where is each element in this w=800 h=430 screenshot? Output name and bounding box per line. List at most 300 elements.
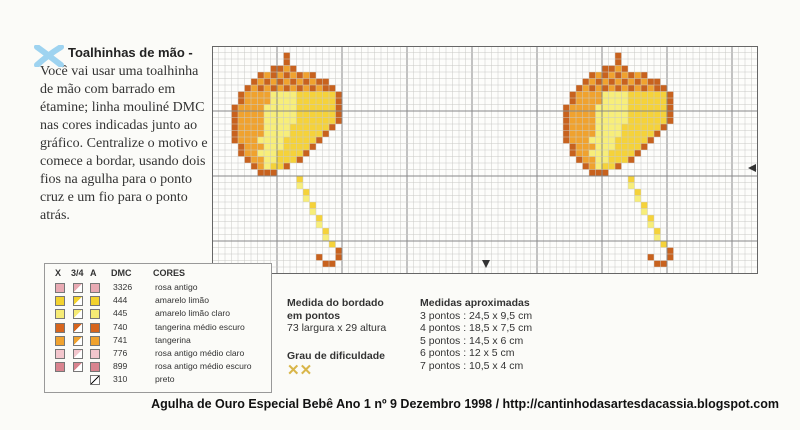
umbrella-right-handle bbox=[654, 235, 661, 242]
legend-dmc-code: 3326 bbox=[113, 282, 133, 292]
legend-swatch bbox=[73, 349, 83, 359]
umbrella-right-cell bbox=[615, 118, 622, 125]
umbrella-left-cell bbox=[277, 124, 284, 131]
umbrella-right-cell bbox=[602, 79, 609, 86]
umbrella-left-cell bbox=[290, 150, 297, 157]
umbrella-right-cell bbox=[602, 170, 609, 177]
umbrella-right-cell bbox=[576, 111, 583, 118]
legend-swatch bbox=[90, 309, 100, 319]
umbrella-left-cell bbox=[323, 92, 330, 99]
umbrella-left-handle bbox=[310, 202, 317, 209]
umbrella-left-cell bbox=[310, 124, 317, 131]
umbrella-left-cell bbox=[277, 150, 284, 157]
umbrella-left-handle bbox=[303, 189, 310, 196]
umbrella-right-cell bbox=[596, 105, 603, 112]
umbrella-right-cell bbox=[602, 131, 609, 138]
umbrella-left-cell bbox=[251, 111, 258, 118]
umbrella-left-cell bbox=[284, 157, 291, 164]
umbrella-left-cell bbox=[297, 72, 304, 79]
umbrella-left-cell bbox=[264, 105, 271, 112]
umbrella-right-cell bbox=[589, 144, 596, 151]
umbrella-left-cell bbox=[264, 79, 271, 86]
umbrella-right-cell bbox=[635, 105, 642, 112]
approx-size-item: 4 pontos : 18,5 x 7,5 cm bbox=[420, 322, 533, 334]
legend-swatch bbox=[90, 336, 100, 346]
umbrella-right-cell bbox=[635, 72, 642, 79]
legend-swatch bbox=[73, 336, 83, 346]
umbrella-left-cell bbox=[258, 124, 265, 131]
embroidery-size bbox=[287, 297, 386, 335]
umbrella-left-cell bbox=[303, 79, 310, 86]
legend-dmc-code: 741 bbox=[113, 334, 128, 345]
umbrella-left-handle bbox=[316, 215, 323, 222]
umbrella-right-cell bbox=[583, 92, 590, 99]
umbrella-right-cell bbox=[609, 124, 616, 131]
umbrella-right-cell bbox=[589, 150, 596, 157]
legend-swatch bbox=[73, 283, 83, 293]
umbrella-right-cell bbox=[596, 79, 603, 86]
umbrella-left-cell bbox=[303, 150, 310, 157]
umbrella-right-cell bbox=[596, 137, 603, 144]
umbrella-left-cell bbox=[297, 98, 304, 105]
umbrella-right-cell bbox=[654, 79, 661, 86]
umbrella-left-cell bbox=[264, 85, 271, 92]
umbrella-right-cell bbox=[622, 137, 629, 144]
umbrella-right-cell bbox=[628, 98, 635, 105]
umbrella-left-cell bbox=[271, 170, 278, 177]
umbrella-right-cell bbox=[602, 124, 609, 131]
umbrella-left-cell bbox=[277, 72, 284, 79]
umbrella-right-cell bbox=[570, 118, 577, 125]
embroidery-size-title-1: Medida do bordado bbox=[287, 297, 384, 309]
umbrella-right-cell bbox=[583, 111, 590, 118]
umbrella-left-cell bbox=[284, 92, 291, 99]
approx-size-item: 6 pontos : 12 x 5 cm bbox=[420, 347, 515, 359]
umbrella-right-cell bbox=[570, 144, 577, 151]
umbrella-left-cell bbox=[323, 111, 330, 118]
umbrella-left-cell bbox=[271, 163, 278, 170]
umbrella-right-cell bbox=[622, 157, 629, 164]
umbrella-right-cell bbox=[622, 111, 629, 118]
umbrella-right-cell bbox=[635, 150, 642, 157]
umbrella-right-cell bbox=[589, 72, 596, 79]
umbrella-right-cell bbox=[609, 144, 616, 151]
umbrella-left-cell bbox=[284, 72, 291, 79]
umbrella-left-cell bbox=[323, 85, 330, 92]
legend-swatch bbox=[55, 323, 65, 333]
umbrella-left-cell bbox=[258, 157, 265, 164]
umbrella-right-cell bbox=[596, 98, 603, 105]
umbrella-left-cell bbox=[290, 144, 297, 151]
umbrella-right-cell bbox=[628, 144, 635, 151]
umbrella-left-cell bbox=[264, 137, 271, 144]
umbrella-left-cell bbox=[310, 144, 317, 151]
umbrella-right-cell bbox=[609, 150, 616, 157]
umbrella-right-handle bbox=[661, 241, 668, 248]
umbrella-right-cell bbox=[635, 124, 642, 131]
umbrella-right-cell bbox=[570, 105, 577, 112]
umbrella-left-cell bbox=[258, 137, 265, 144]
umbrella-right-cell bbox=[609, 118, 616, 125]
difficulty-label: Grau de dificuldade bbox=[287, 350, 386, 362]
umbrella-left-handle bbox=[310, 209, 317, 216]
umbrella-left-handle bbox=[303, 196, 310, 203]
umbrella-left-cell bbox=[290, 131, 297, 138]
umbrella-left-cell bbox=[284, 111, 291, 118]
umbrella-left-cell bbox=[277, 85, 284, 92]
umbrella-left-cell bbox=[258, 150, 265, 157]
umbrella-right-cell bbox=[648, 105, 655, 112]
umbrella-right-handle bbox=[641, 209, 648, 216]
umbrella-left-cell bbox=[303, 92, 310, 99]
legend-swatch bbox=[55, 283, 65, 293]
umbrella-right-cell bbox=[648, 85, 655, 92]
legend-swatch bbox=[90, 349, 100, 359]
umbrella-left-cell bbox=[284, 53, 291, 60]
umbrella-left-cell bbox=[316, 105, 323, 112]
umbrella-right-cell bbox=[570, 137, 577, 144]
umbrella-right-cell bbox=[583, 118, 590, 125]
umbrella-right-cell bbox=[609, 79, 616, 86]
legend-color-name: preto bbox=[155, 374, 175, 385]
umbrella-right-cell bbox=[576, 105, 583, 112]
umbrella-left-cell bbox=[245, 157, 252, 164]
umbrella-left-cell bbox=[277, 105, 284, 112]
umbrella-left-cell bbox=[277, 111, 284, 118]
umbrella-right-cell bbox=[602, 98, 609, 105]
umbrella-right-cell bbox=[596, 170, 603, 177]
umbrella-right-cell bbox=[615, 72, 622, 79]
umbrella-left-cell bbox=[290, 66, 297, 73]
umbrella-right-cell bbox=[563, 118, 570, 125]
umbrella-right-cell bbox=[596, 124, 603, 131]
umbrella-right-cell bbox=[609, 157, 616, 164]
umbrella-left-cell bbox=[271, 111, 278, 118]
umbrella-left-cell bbox=[251, 98, 258, 105]
umbrella-right-cell bbox=[628, 111, 635, 118]
umbrella-right-cell bbox=[654, 118, 661, 125]
umbrella-left-cell bbox=[303, 131, 310, 138]
umbrella-right-cell bbox=[635, 144, 642, 151]
legend-header-a: A bbox=[90, 268, 97, 278]
umbrella-left-cell bbox=[303, 105, 310, 112]
umbrella-right-cell bbox=[602, 150, 609, 157]
umbrella-left-cell bbox=[310, 105, 317, 112]
umbrella-right-cell bbox=[635, 79, 642, 86]
umbrella-left-cell bbox=[232, 131, 239, 138]
legend-color-name: rosa antigo bbox=[155, 282, 198, 292]
umbrella-right-handle bbox=[628, 176, 635, 183]
umbrella-right-cell bbox=[628, 85, 635, 92]
umbrella-left-cell bbox=[297, 150, 304, 157]
umbrella-right-cell bbox=[661, 118, 668, 125]
umbrella-right-cell bbox=[583, 137, 590, 144]
umbrella-left-cell bbox=[329, 85, 336, 92]
legend-header-x: X bbox=[55, 268, 62, 278]
umbrella-right-cell bbox=[615, 124, 622, 131]
umbrella-right-cell bbox=[583, 157, 590, 164]
legend-color-name: tangerina bbox=[155, 334, 191, 345]
umbrella-right-cell bbox=[602, 111, 609, 118]
umbrella-left-cell bbox=[310, 137, 317, 144]
umbrella-left-cell bbox=[310, 85, 317, 92]
umbrella-left-cell bbox=[316, 111, 323, 118]
umbrella-left-cell bbox=[271, 66, 278, 73]
umbrella-right-cell bbox=[622, 79, 629, 86]
umbrella-left-cell bbox=[297, 144, 304, 151]
umbrella-left-cell bbox=[258, 111, 265, 118]
legend-header-dmc: DMC bbox=[111, 268, 132, 278]
umbrella-right-handle bbox=[628, 183, 635, 190]
legend-dmc-code: 776 bbox=[113, 348, 128, 358]
umbrella-right-cell bbox=[622, 72, 629, 79]
umbrella-right-cell bbox=[641, 105, 648, 112]
umbrella-right-cell bbox=[648, 118, 655, 125]
umbrella-left-cell bbox=[258, 163, 265, 170]
legend-swatch bbox=[55, 349, 65, 359]
umbrella-left-cell bbox=[251, 79, 258, 86]
umbrella-right-cell bbox=[654, 124, 661, 131]
umbrella-left-cell bbox=[284, 66, 291, 73]
umbrella-right-cell bbox=[641, 79, 648, 86]
legend-swatch bbox=[73, 362, 83, 372]
umbrella-left-cell bbox=[251, 118, 258, 125]
umbrella-left-cell bbox=[258, 92, 265, 99]
umbrella-left-cell bbox=[297, 85, 304, 92]
umbrella-right-cell bbox=[641, 92, 648, 99]
legend-swatch bbox=[90, 323, 100, 333]
umbrella-right-cell bbox=[635, 85, 642, 92]
umbrella-right-cell bbox=[602, 72, 609, 79]
umbrella-right-cell bbox=[615, 85, 622, 92]
umbrella-left-cell bbox=[303, 124, 310, 131]
umbrella-left-cell bbox=[271, 124, 278, 131]
umbrella-right-cell bbox=[667, 105, 674, 112]
umbrella-right-cell bbox=[596, 144, 603, 151]
umbrella-right-cell bbox=[654, 98, 661, 105]
umbrella-right-cell bbox=[609, 98, 616, 105]
umbrella-left-handle bbox=[323, 228, 330, 235]
umbrella-left-cell bbox=[277, 118, 284, 125]
legend-swatch bbox=[90, 296, 100, 306]
umbrella-left-cell bbox=[284, 105, 291, 112]
umbrella-left-hook bbox=[336, 254, 343, 261]
umbrella-right-cell bbox=[609, 105, 616, 112]
umbrella-left-cell bbox=[329, 98, 336, 105]
umbrella-right-cell bbox=[667, 92, 674, 99]
umbrella-left-cell bbox=[245, 118, 252, 125]
umbrella-left-cell bbox=[323, 105, 330, 112]
umbrella-left-cell bbox=[251, 85, 258, 92]
umbrella-left-cell bbox=[323, 124, 330, 131]
umbrella-left-cell bbox=[232, 111, 239, 118]
umbrella-right-cell bbox=[635, 98, 642, 105]
umbrella-right-cell bbox=[654, 131, 661, 138]
umbrella-left-cell bbox=[303, 111, 310, 118]
umbrella-right-handle bbox=[641, 202, 648, 209]
legend-row bbox=[45, 335, 269, 346]
umbrella-right-cell bbox=[628, 105, 635, 112]
umbrella-right-cell bbox=[615, 92, 622, 99]
umbrella-left-cell bbox=[245, 124, 252, 131]
umbrella-left-cell bbox=[238, 105, 245, 112]
umbrella-right-cell bbox=[615, 150, 622, 157]
umbrella-left-cell bbox=[323, 131, 330, 138]
umbrella-left-cell bbox=[271, 118, 278, 125]
umbrella-left-cell bbox=[277, 131, 284, 138]
umbrella-left-cell bbox=[258, 72, 265, 79]
umbrella-right-cell bbox=[661, 98, 668, 105]
umbrella-right-hook bbox=[667, 248, 674, 255]
umbrella-right-cell bbox=[661, 111, 668, 118]
legend-color-name: tangerina médio escuro bbox=[155, 321, 245, 332]
backstitch-swatch bbox=[90, 375, 100, 385]
umbrella-right-cell bbox=[635, 131, 642, 138]
umbrella-right-cell bbox=[589, 111, 596, 118]
umbrella-left-cell bbox=[284, 163, 291, 170]
umbrella-right-cell bbox=[609, 92, 616, 99]
umbrella-left-cell bbox=[264, 98, 271, 105]
umbrella-left-hook bbox=[329, 261, 336, 268]
umbrella-left-cell bbox=[251, 92, 258, 99]
umbrella-left-cell bbox=[238, 118, 245, 125]
umbrella-left-cell bbox=[238, 124, 245, 131]
umbrella-left-cell bbox=[245, 131, 252, 138]
chart-grid bbox=[212, 46, 758, 274]
umbrella-right-cell bbox=[648, 111, 655, 118]
umbrella-right-cell bbox=[570, 131, 577, 138]
umbrella-left-cell bbox=[232, 124, 239, 131]
umbrella-right-cell bbox=[641, 144, 648, 151]
umbrella-right-handle bbox=[635, 196, 642, 203]
umbrella-right-cell bbox=[667, 118, 674, 125]
umbrella-left-cell bbox=[290, 137, 297, 144]
umbrella-left-cell bbox=[245, 105, 252, 112]
umbrella-left-cell bbox=[303, 144, 310, 151]
approx-size-item: 7 pontos : 10,5 x 4 cm bbox=[420, 359, 524, 372]
umbrella-left-cell bbox=[258, 170, 265, 177]
umbrella-left-cell bbox=[297, 79, 304, 86]
umbrella-left-cell bbox=[290, 85, 297, 92]
umbrella-left-cell bbox=[264, 144, 271, 151]
legend-color-name: rosa antigo médio escuro bbox=[155, 361, 252, 372]
umbrella-left-cell bbox=[303, 137, 310, 144]
umbrella-right-cell bbox=[589, 137, 596, 144]
umbrella-right-cell bbox=[576, 131, 583, 138]
intro-body: Você vai usar uma toalhinha de mão com barrado em étamine; linha mouliné DMC nas cores indicadas junto ao gráfico. Centralize o motivo e comece a bordar, usando dois fios na agulha para o ponto cruz e um fio para o ponto atrás. bbox=[40, 64, 208, 223]
umbrella-right-cell bbox=[602, 157, 609, 164]
umbrella-left-cell bbox=[284, 131, 291, 138]
umbrella-left-cell bbox=[264, 92, 271, 99]
umbrella-right-cell bbox=[615, 144, 622, 151]
umbrella-right-cell bbox=[563, 131, 570, 138]
umbrella-right-cell bbox=[583, 163, 590, 170]
umbrella-right-cell bbox=[589, 157, 596, 164]
umbrella-left-cell bbox=[284, 79, 291, 86]
umbrella-left-cell bbox=[336, 98, 343, 105]
umbrella-right-cell bbox=[622, 105, 629, 112]
umbrella-left-cell bbox=[316, 137, 323, 144]
umbrella-right-cell bbox=[615, 157, 622, 164]
umbrella-left-cell bbox=[271, 144, 278, 151]
umbrella-right-cell bbox=[628, 72, 635, 79]
umbrella-right-cell bbox=[622, 98, 629, 105]
umbrella-left-cell bbox=[258, 144, 265, 151]
umbrella-right-cell bbox=[648, 98, 655, 105]
umbrella-left-cell bbox=[264, 118, 271, 125]
umbrella-right-cell bbox=[583, 85, 590, 92]
umbrella-right-cell bbox=[654, 111, 661, 118]
umbrella-right-cell bbox=[609, 163, 616, 170]
umbrella-left-cell bbox=[251, 157, 258, 164]
umbrella-right-cell bbox=[602, 118, 609, 125]
umbrella-left-cell bbox=[245, 85, 252, 92]
umbrella-left-cell bbox=[271, 105, 278, 112]
umbrella-right-cell bbox=[602, 144, 609, 151]
umbrella-right-cell bbox=[648, 124, 655, 131]
umbrella-right-cell bbox=[615, 111, 622, 118]
umbrella-left-cell bbox=[329, 124, 336, 131]
umbrella-left-cell bbox=[284, 150, 291, 157]
umbrella-right-cell bbox=[576, 137, 583, 144]
umbrella-right-cell bbox=[615, 163, 622, 170]
legend-swatch bbox=[73, 309, 83, 319]
legend-swatch bbox=[55, 309, 65, 319]
umbrella-right-cell bbox=[576, 92, 583, 99]
legend-swatch bbox=[73, 296, 83, 306]
umbrella-right-cell bbox=[589, 105, 596, 112]
umbrella-left-cell bbox=[329, 105, 336, 112]
legend-dmc-code: 310 bbox=[113, 374, 128, 385]
legend-row bbox=[45, 282, 269, 293]
umbrella-left-cell bbox=[277, 163, 284, 170]
umbrella-left-cell bbox=[277, 98, 284, 105]
umbrella-left-cell bbox=[258, 105, 265, 112]
umbrella-right-cell bbox=[596, 92, 603, 99]
umbrella-right-cell bbox=[609, 85, 616, 92]
umbrella-right-cell bbox=[576, 150, 583, 157]
umbrella-left-cell bbox=[297, 92, 304, 99]
umbrella-left-handle bbox=[329, 241, 336, 248]
umbrella-left-cell bbox=[323, 98, 330, 105]
intro-paragraph bbox=[40, 44, 215, 225]
umbrella-left-cell bbox=[251, 131, 258, 138]
umbrella-left-cell bbox=[310, 79, 317, 86]
umbrella-right-cell bbox=[602, 92, 609, 99]
legend-row bbox=[45, 361, 269, 372]
umbrella-left-cell bbox=[336, 111, 343, 118]
umbrella-left-cell bbox=[310, 98, 317, 105]
umbrella-right-cell bbox=[628, 124, 635, 131]
umbrella-left-cell bbox=[277, 66, 284, 73]
umbrella-left-cell bbox=[310, 111, 317, 118]
umbrella-left-cell bbox=[336, 92, 343, 99]
umbrella-left-cell bbox=[264, 124, 271, 131]
legend-color-name: rosa antigo médio claro bbox=[155, 348, 245, 358]
umbrella-right-cell bbox=[648, 92, 655, 99]
legend-swatch bbox=[55, 296, 65, 306]
umbrella-left-cell bbox=[316, 79, 323, 86]
approx-sizes bbox=[420, 297, 532, 372]
umbrella-right-hook bbox=[667, 254, 674, 261]
umbrella-left-cell bbox=[316, 131, 323, 138]
legend-dmc-code: 444 bbox=[113, 295, 128, 306]
umbrella-right-cell bbox=[628, 131, 635, 138]
difficulty-marks: ✕✕ bbox=[287, 361, 313, 379]
umbrella-right-cell bbox=[615, 137, 622, 144]
umbrella-left-cell bbox=[245, 98, 252, 105]
color-legend bbox=[44, 263, 272, 393]
